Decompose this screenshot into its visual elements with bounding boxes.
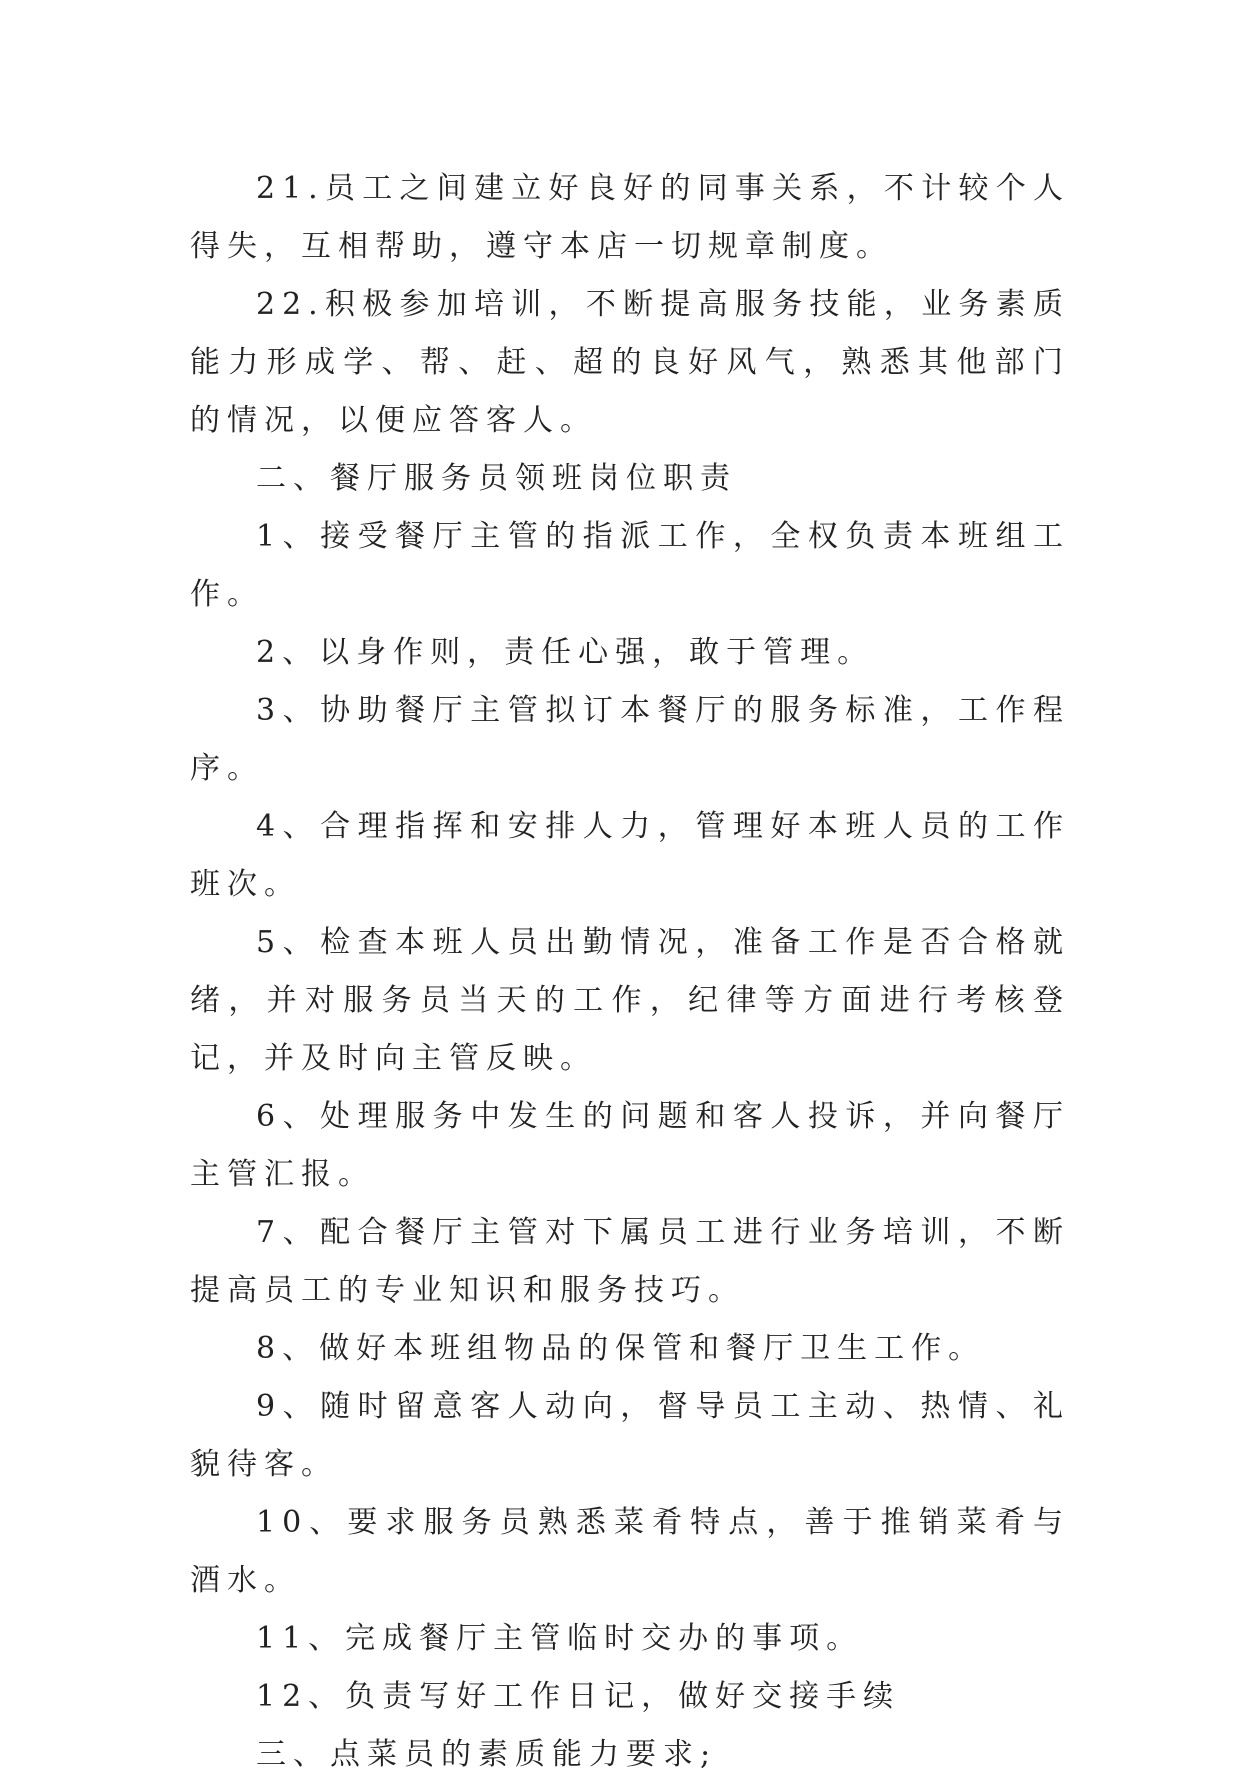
paragraph-duty-3: 3、协助餐厅主管拟订本餐厅的服务标准，工作程序。	[190, 693, 1070, 786]
section-heading-2: 二、餐厅服务员领班岗位职责	[256, 461, 737, 496]
paragraph-duty-11: 11、完成餐厅主管临时交办的事项。	[256, 1621, 864, 1656]
paragraph-duty-12: 12、负责写好工作日记，做好交接手续	[256, 1679, 901, 1714]
paragraph-duty-9: 9、随时留意客人动向，督导员工主动、热情、礼貌待客。	[190, 1389, 1070, 1482]
paragraph-duty-10: 10、要求服务员熟悉菜肴特点，善于推销菜肴与酒水。	[190, 1505, 1070, 1598]
section-heading-3: 三、点菜员的素质能力要求;	[256, 1737, 718, 1772]
paragraph-duty-1: 1、接受餐厅主管的指派工作，全权负责本班组工作。	[190, 519, 1070, 612]
paragraph-duty-5: 5、检查本班人员出勤情况，准备工作是否合格就绪，并对服务员当天的工作，纪律等方面进行考核登记，并及时向主管反映。	[190, 925, 1070, 1076]
paragraph-duty-7: 7、配合餐厅主管对下属员工进行业务培训，不断提高员工的专业知识和服务技巧。	[190, 1215, 1070, 1308]
paragraph-duty-4: 4、合理指挥和安排人力，管理好本班人员的工作班次。	[190, 809, 1070, 902]
paragraph-item-21: 21.员工之间建立好良好的同事关系，不计较个人得失，互相帮助，遵守本店一切规章制度。	[190, 171, 1070, 264]
paragraph-item-22: 22.积极参加培训，不断提高服务技能，业务素质能力形成学、帮、赶、超的良好风气，熟悉其他部门的情况，以便应答客人。	[190, 287, 1070, 438]
document-body	[190, 160, 1070, 1784]
paragraph-duty-6: 6、处理服务中发生的问题和客人投诉，并向餐厅主管汇报。	[190, 1099, 1070, 1192]
paragraph-duty-2: 2、以身作则，责任心强，敢于管理。	[256, 635, 875, 670]
paragraph-duty-8: 8、做好本班组物品的保管和餐厅卫生工作。	[256, 1331, 986, 1366]
